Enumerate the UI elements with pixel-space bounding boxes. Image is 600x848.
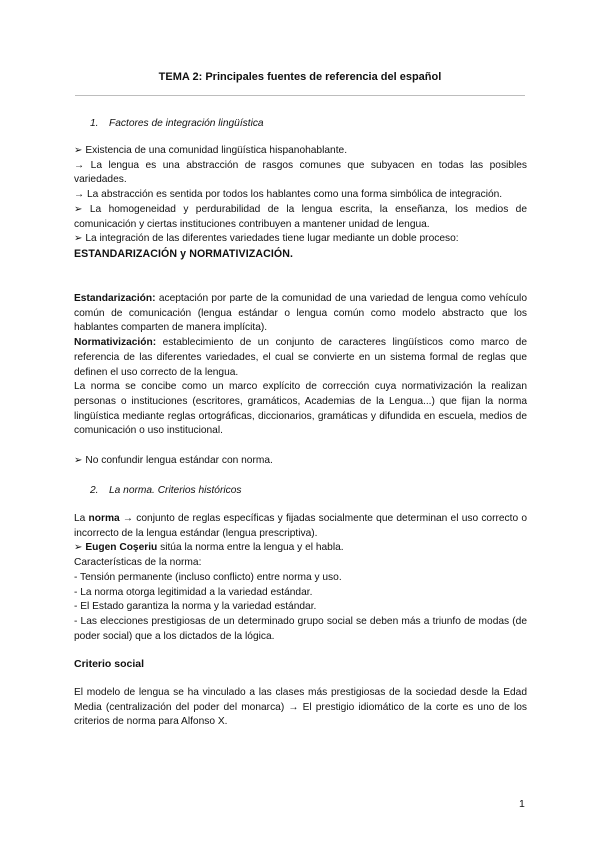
intro-prefix: La [74, 513, 89, 524]
bullet-item: ➢ Existencia de una comunidad lingüística hispanohablante. [74, 145, 348, 156]
section-1-title: Factores de integración lingüística [109, 118, 264, 129]
norma-paragraph: La norma se concibe como un marco explícito de corrección cuya normativización la realizan personas o instituciones (escritores, gramáticos, Academias de la Lengua...) que fijan la norma lingüística mediante reglas ortográficas, diccionarios, gramáticas y difundida en escuela, medios de comunicación o uso institucional. [74, 381, 527, 437]
coseriu-text: sitúa la norma entre la lengua y el habla. [157, 542, 344, 554]
feature-item: - Tensión permanente (incluso conflicto) entre norma y uso. [74, 571, 342, 583]
definition-text: establecimiento de un conjunto de caracteres lingüísticos como marco de referencia de las diferentes variedades, el cual se convierte en un sistema formal de reglas que definen el uso correcto de la lengua. [74, 337, 527, 378]
process-caps: ESTANDARIZACIÓN y NORMATIVIZACIÓN. [74, 247, 293, 260]
norma-definition-text: → conjunto de reglas específicas y fijadas socialmente que determinan el uso correcto o incorrecto de la lengua estándar (lengua prescriptiva). [74, 513, 527, 539]
criterio-social-heading: Criterio social [74, 658, 145, 670]
section-1-number: 1. [90, 118, 99, 129]
section-2-heading [90, 485, 241, 496]
bullet-item: → La lengua es una abstracción de rasgos comunes que subyacen en todas las posibles variedades. [74, 159, 527, 186]
section-1-heading [90, 118, 264, 129]
section-2-body [74, 512, 527, 644]
term-norma: norma [88, 513, 120, 524]
coseriu-line [74, 541, 527, 556]
section-2-title: La norma. Criterios históricos [109, 485, 242, 496]
bullet-item: ➢ La homogeneidad y perdurabilidad de la lengua escrita, la enseñanza, los medios de comunicación y ciertas instituciones contribuyen a mantener unidad de lengua. [74, 203, 527, 230]
definition-normativizacion [74, 336, 527, 380]
note-text: ➢ No confundir lengua estándar con norma. [74, 455, 273, 466]
feature-item: - El Estado garantiza la norma y la variedad estándar. [74, 601, 317, 613]
norma-definition [74, 512, 527, 541]
features-label: Características de la norma: [74, 557, 202, 569]
term-estandarizacion: Estandarización: [74, 293, 156, 304]
feature-item: - Las elecciones prestigiosas de un determinado grupo social se deben más a triunfo de modas (de poder social) que a los dictados de la lógica. [74, 615, 527, 642]
coseriu-bullet: ➢ [74, 542, 86, 554]
criterio-social-paragraph: El modelo de lengua se ha vinculado a las clases más prestigiosas de la sociedad desde la Edad Media (centralización del poder del monarca) → El prestigio idiomático de la corte es uno de los criterios de norma para Alfonso X. [74, 687, 527, 728]
definition-text: aceptación por parte de la comunidad de una variedad de lengua como vehículo común de comunicación (lengua estándar o lengua común como modelo abstracto que los hablantes comparten de manera implícita). [74, 293, 527, 334]
bullet-item: → La abstracción es sentida por todos los hablantes como una forma simbólica de integración. [74, 189, 503, 201]
section-1-bullets [74, 144, 527, 262]
section-1-note [74, 454, 527, 469]
title-divider [75, 95, 525, 96]
page-number: 1 [519, 798, 525, 810]
page-title: TEMA 2: Principales fuentes de referencia del español [158, 71, 442, 83]
section-2-number: 2. [90, 485, 99, 496]
coseriu-name: Eugen Coşeriu [85, 542, 158, 554]
definitions-block [74, 292, 527, 439]
feature-item: - La norma otorga legitimidad a la variedad estándar. [74, 586, 313, 598]
definition-estandarizacion [74, 292, 527, 336]
term-normativizacion: Normativización: [74, 337, 157, 349]
criterio-social-body [74, 686, 527, 730]
bullet-item: ➢ La integración de las diferentes variedades tiene lugar mediante un doble proceso: [74, 233, 459, 245]
